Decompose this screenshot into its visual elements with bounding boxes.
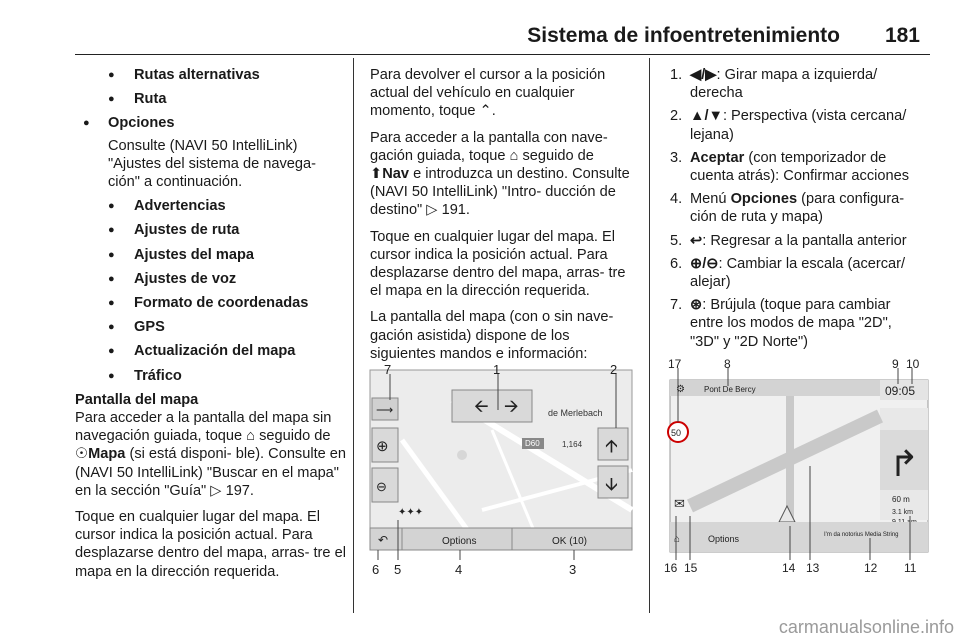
home-icon: ⌂ (509, 147, 519, 164)
figure-guided-map (660, 356, 930, 578)
cursor-icon: ✦✦✦ (398, 507, 424, 518)
svg-text:3.1 km: 3.1 km (892, 509, 914, 516)
control-item-2: 2. ▲/▼: Perspectiva (vista cercana/ lejana) (670, 108, 907, 143)
control-item-1: 1. ◀/▶: Girar mapa a izquierda/ derecha (670, 67, 878, 102)
svg-text:1: 1 (493, 362, 501, 377)
paragraph-touch-map-2: Toque en cualquier lugar del mapa. El cursor indica la posición actual. Para desplazarse dentro del mapa, arras‐ tre el mapa en la dirección requerida. (370, 228, 626, 300)
home-icon: ⌂ (674, 534, 681, 545)
clock-text: 09:05 (885, 384, 916, 398)
home-icon: ⌂ (246, 428, 256, 445)
control-item-4: 4. Menú Opciones (para configura‐ ción de ruta y mapa) (670, 191, 905, 226)
back-icon: ↶ (378, 533, 389, 547)
option-ajustes-mapa: ● Ajustes del mapa (75, 246, 347, 264)
opciones-desc: Consulte (NAVI 50 IntelliLink) "Ajustes del sistema de navega‐ ción" a continuación. (108, 137, 316, 191)
svg-text:12: 12 (864, 561, 878, 575)
sub-item-ruta: ● Ruta (75, 90, 347, 108)
globe-icon: ☉ (75, 446, 89, 463)
zoom-in-icon: ⊕ (376, 438, 389, 455)
page-title: Sistema de infoentretenimiento (527, 24, 840, 47)
svg-text:10: 10 (906, 357, 920, 371)
svg-text:4: 4 (455, 562, 463, 577)
watermark: carmanualsonline.info (778, 617, 954, 637)
figure-map-screen (362, 360, 638, 580)
rotate-right-icon: 🡪 (504, 396, 519, 416)
svg-text:1,164: 1,164 (562, 440, 583, 449)
svg-text:11: 11 (904, 561, 917, 575)
item-opciones: ● Opciones (75, 114, 347, 132)
turn-right-icon: ↱ (889, 443, 920, 484)
option-formato-coordenadas: ● Formato de coordenadas (75, 294, 347, 312)
svg-text:D60: D60 (525, 439, 540, 448)
voice-icon: ✉ (674, 496, 685, 511)
svg-text:60 m: 60 m (892, 495, 910, 504)
option-ajustes-voz: ● Ajustes de voz (75, 270, 347, 288)
section-title: Pantalla del mapa (75, 391, 199, 408)
nav-arrow-icon: ⬆ (370, 166, 383, 183)
paragraph-map-screen: Para acceder a la pantalla del mapa sin navegación guiada, toque ⌂ seguido de ☉Mapa (si está disponi‐ ble). Consulte en (NAVI 50 IntelliLink) "Buscar en el mapa" en la sección "Guía" ▷ 197. (75, 410, 347, 499)
perspective-up-icon: 🡩 (605, 436, 618, 456)
svg-text:17: 17 (668, 357, 682, 371)
control-item-5: 5. ↩: Regresar a la pantalla anterior (670, 232, 907, 249)
control-item-6: 6. ⊕/⊖: Cambiar la escala (acercar/ alejar) (670, 255, 906, 291)
settings-icon: ⚙ (676, 384, 685, 395)
option-trafico: ● Tráfico (75, 367, 347, 385)
option-gps: ● GPS (75, 318, 347, 336)
control-item-7: 7. ⊛: Brújula (toque para cambiar entre los modos de mapa "2D", "3D" y "2D Norte") (670, 297, 892, 350)
column-divider-1 (353, 58, 354, 613)
zoom-out-icon: ⊖ (376, 479, 387, 494)
paragraph-return-cursor: Para devolver el cursor a la posición actual del vehículo en cualquier momento, toque ⌃. (370, 67, 606, 120)
svg-text:14: 14 (782, 561, 796, 575)
svg-text:9: 9 (892, 357, 899, 371)
page-header (0, 0, 960, 56)
ok-button: OK (10) (552, 536, 588, 547)
options-button: Options (708, 534, 740, 544)
paragraph-touch-map: Toque en cualquier lugar del mapa. El cursor indica la posición actual. Para desplazarse dentro del mapa, arras‐ tre el mapa en la dirección requerida. (75, 509, 346, 580)
svg-text:13: 13 (806, 561, 820, 575)
svg-text:15: 15 (684, 561, 698, 575)
svg-text:7: 7 (384, 362, 392, 377)
speed-limit-sign: 50 (671, 428, 682, 438)
perspective-down-icon: 🡫 (605, 474, 618, 494)
control-item-3: 3. Aceptar (con temporizador de cuenta atrás): Confirmar acciones (670, 149, 909, 185)
option-ajustes-ruta: ● Ajustes de ruta (75, 221, 347, 239)
svg-text:5: 5 (394, 562, 402, 577)
column-2 (370, 66, 634, 371)
compass-icon: ⟶ (376, 403, 394, 417)
option-actualizacion-mapa: ● Actualización del mapa (75, 342, 347, 360)
sub-item-rutas-alternativas: ● Rutas alternativas (75, 66, 347, 84)
page-number: 181 (884, 24, 920, 47)
column-3 (660, 66, 922, 356)
page-ref-icon: ▷ (426, 202, 442, 219)
svg-text:6: 6 (372, 562, 380, 577)
page-ref-icon: ▷ (210, 482, 226, 499)
svg-text:2: 2 (610, 362, 618, 377)
option-advertencias: ● Advertencias (75, 197, 347, 215)
svg-text:16: 16 (664, 561, 678, 575)
options-button: Options (442, 536, 477, 547)
svg-text:8: 8 (724, 357, 731, 371)
street-label: de Merlebach (548, 408, 603, 418)
street-name: Pont De Bercy (704, 385, 756, 394)
svg-text:3: 3 (569, 562, 577, 577)
column-1 (75, 66, 347, 589)
caret-up-icon: ⌃ (479, 103, 492, 120)
media-info: I'm da notorius Media String (824, 532, 899, 538)
rotate-left-icon: 🡨 (474, 396, 489, 416)
header-rule (75, 54, 930, 55)
paragraph-controls-intro: La pantalla del mapa (con o sin nave‐ gación asistida) dispone de los siguientes mandos e información: (370, 309, 614, 362)
column-divider-2 (649, 58, 650, 613)
paragraph-guided-nav: Para acceder a la pantalla con nave‐ gación guiada, toque ⌂ seguido de ⬆Nav e introduzca un destino. Consulte (NAVI 50 IntelliLink) "Intro‐ ducción de destino" ▷ 191. (370, 129, 630, 219)
